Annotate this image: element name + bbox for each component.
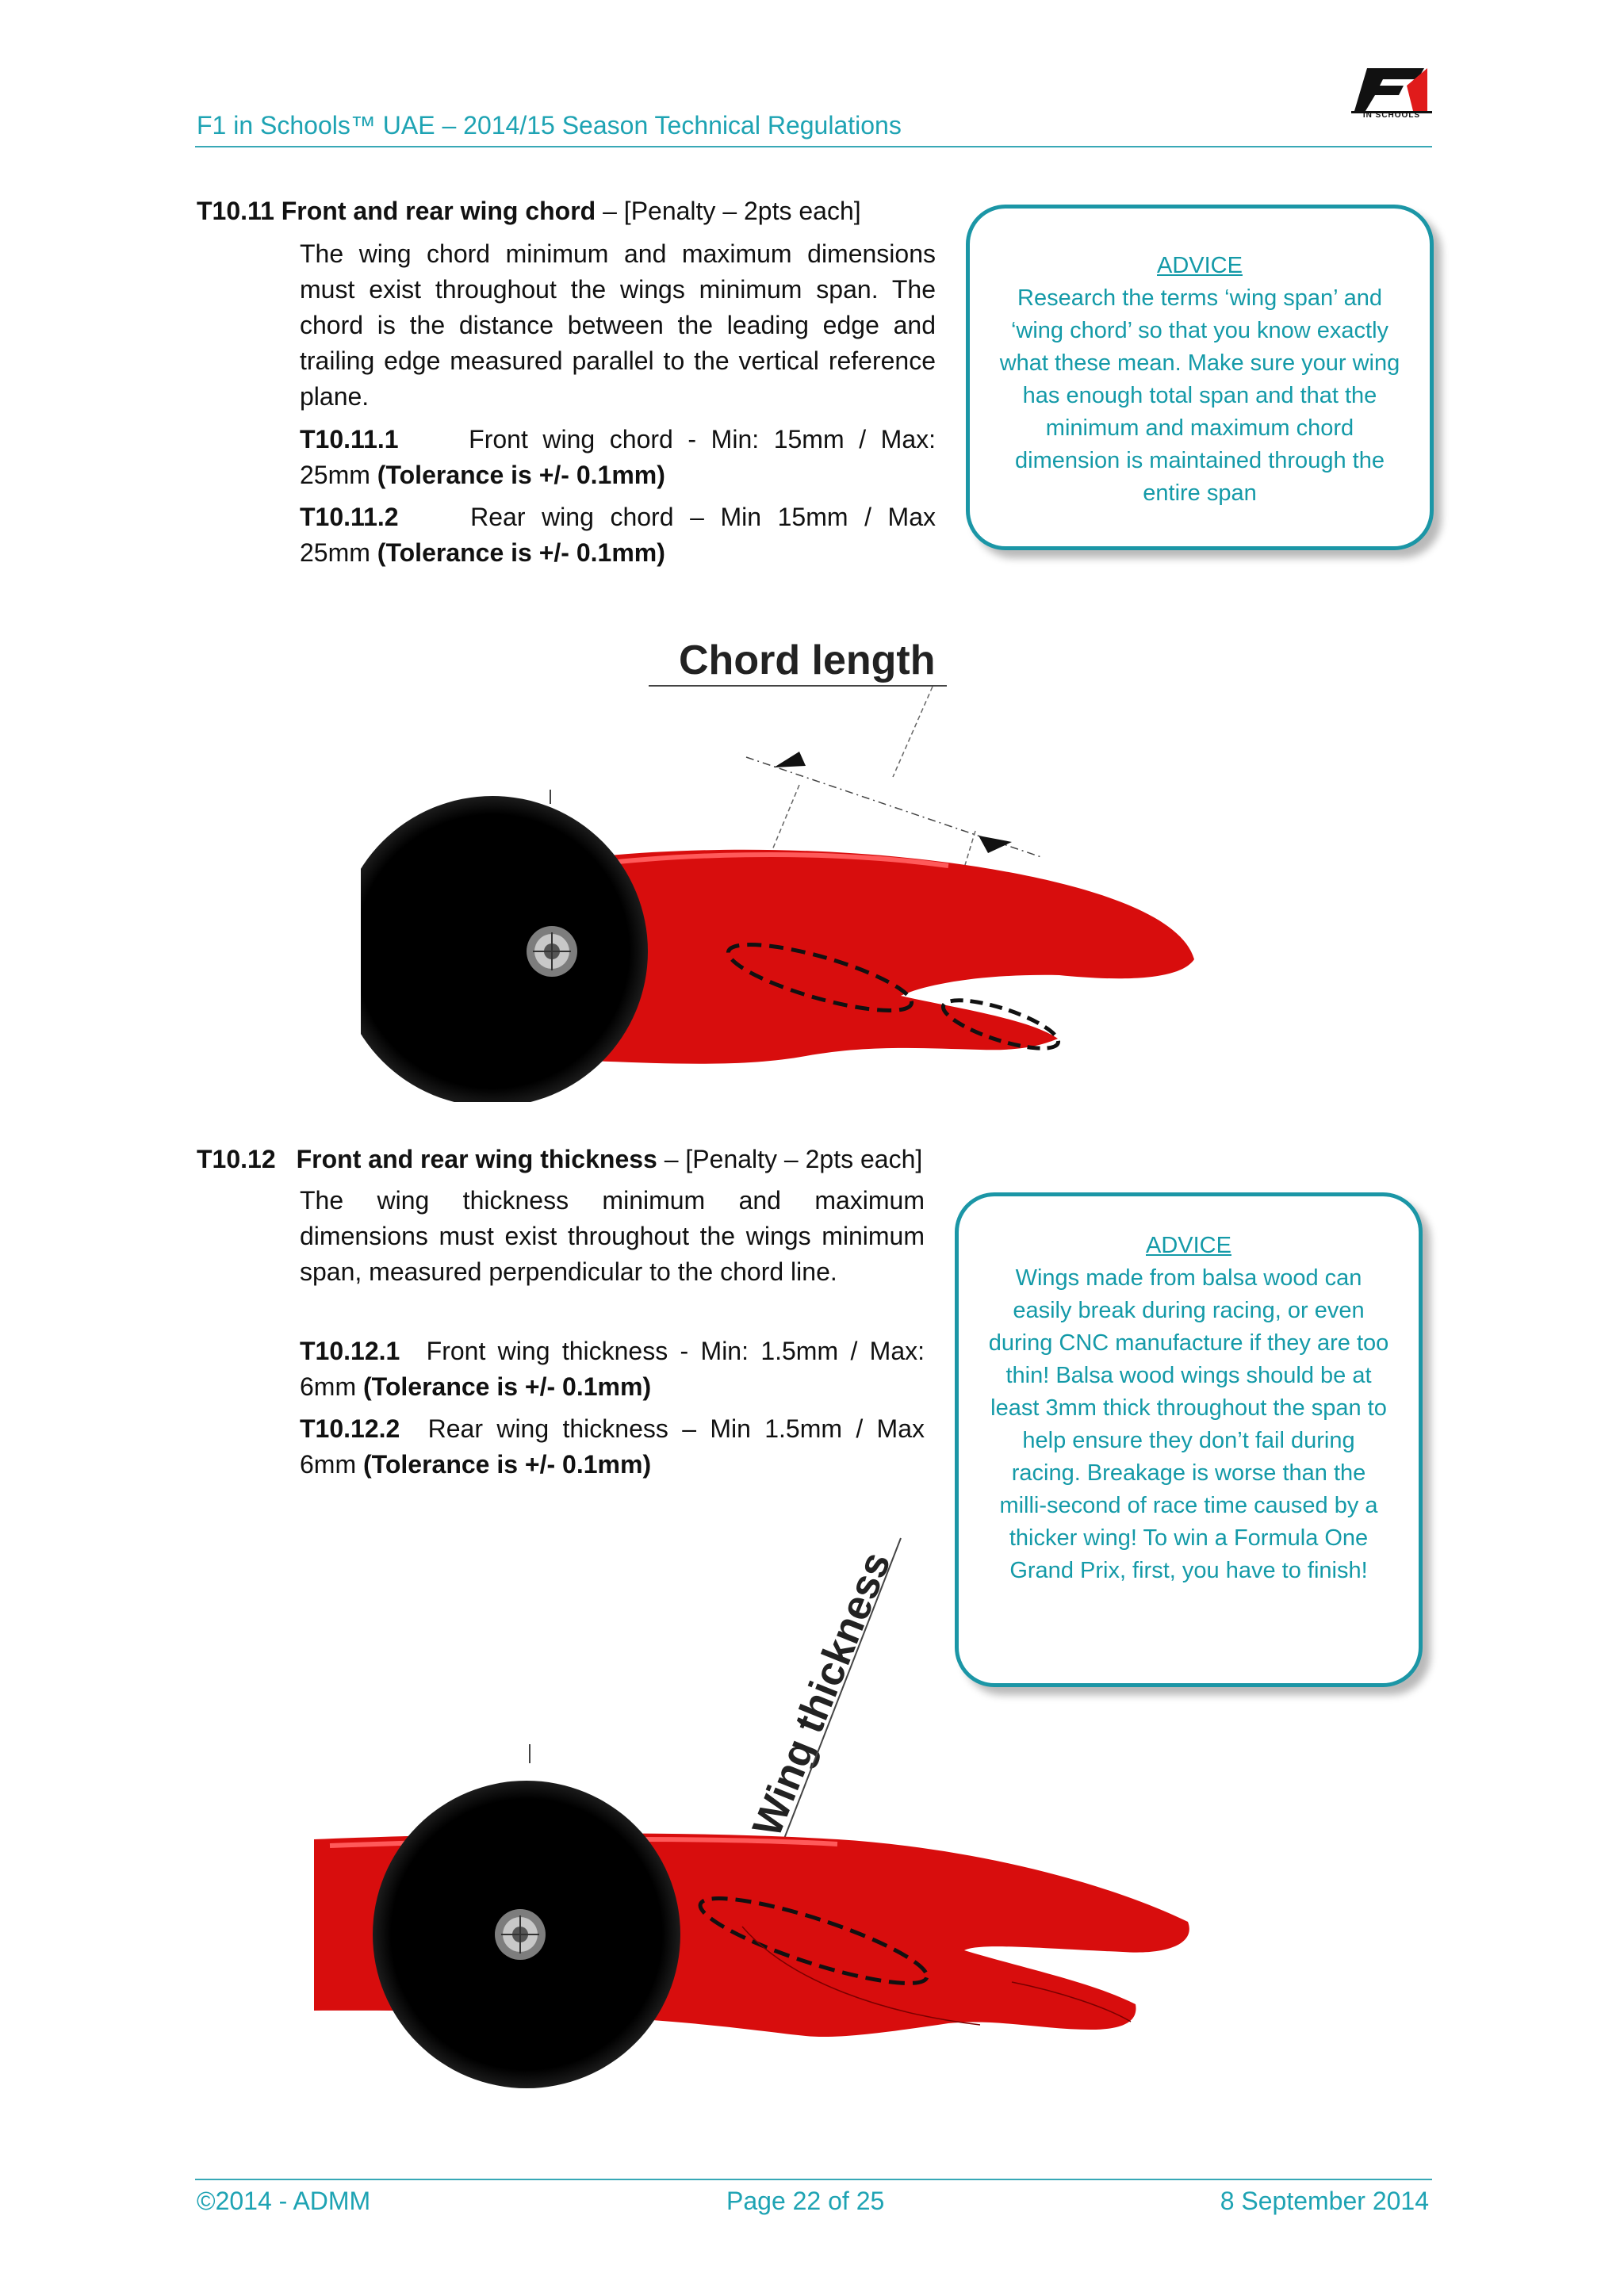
chord-length-figure	[187, 610, 1218, 1102]
heading-penalty: – [Penalty – 2pts each]	[596, 197, 861, 225]
rule-number: T10.11.2	[300, 503, 399, 531]
rule-number: T10.12.2	[300, 1414, 400, 1443]
rule-text: Rear wing thickness – Min 1.5mm / Max 6mm	[300, 1414, 925, 1479]
heading-number: T10.12	[197, 1145, 276, 1173]
section-heading-t10-11	[197, 197, 861, 226]
rule-text: Rear wing chord – Min 15mm / Max 25mm	[300, 503, 936, 567]
rule-tolerance: (Tolerance is +/- 0.1mm)	[377, 461, 665, 489]
rule-text: Front wing thickness - Min: 1.5mm / Max: 6mm	[300, 1337, 925, 1401]
footer-date: 8 September 2014	[1220, 2187, 1429, 2215]
rule-t10-12-1	[300, 1334, 925, 1405]
header-divider	[195, 146, 1432, 147]
advice-body: Wings made from balsa wood can easily break during racing, or even during CNC manufacture if they are too thin! Balsa wood wings should be at least 3mm thick throughout the span to help ensure they don’t fail during racing. Breakage is worse than the milli-second of race time caused by a thicker wing! To win a Formula One Grand Prix, first, you have to finish!	[988, 1265, 1389, 1583]
rule-text: Front wing chord - Min: 15mm / Max: 25mm	[300, 425, 936, 489]
advice-body: Research the terms ‘wing span’ and ‘wing chord’ so that you know exactly what these mean. Make sure your wing has enough total span and that the minimum and maximum chord dimension is maintained through the entire span	[999, 285, 1400, 506]
rule-number: T10.12.1	[300, 1337, 400, 1365]
t10-11-body: The wing chord minimum and maximum dimensions must exist throughout the wings minimum span. The chord is the distance between the leading edge and trailing edge measured parallel to the vertical reference plane.	[300, 239, 936, 411]
t10-12-body: The wing thickness minimum and maximum dimensions must exist throughout the wings minimum span, measured perpendicular to the chord line.	[300, 1186, 925, 1286]
advice-box-1	[966, 205, 1434, 550]
heading-bold: Front and rear wing thickness	[296, 1145, 657, 1173]
footer-page-number: Page 22 of 25	[726, 2187, 885, 2215]
rule-t10-12-2	[300, 1411, 925, 1483]
advice-title: ADVICE	[1157, 253, 1243, 278]
chord-length-label: Chord length	[679, 637, 936, 683]
logo-text: IN SCHOOLS	[1362, 111, 1421, 120]
rule-tolerance: (Tolerance is +/- 0.1mm)	[363, 1450, 652, 1479]
rule-number: T10.11.1	[300, 425, 399, 453]
rule-tolerance: (Tolerance is +/- 0.1mm)	[377, 538, 665, 567]
rule-t10-11-1	[300, 422, 936, 493]
wing-thickness-figure	[187, 1506, 1218, 2141]
footer-copyright: ©2014 - ADMM	[197, 2187, 371, 2215]
footer-divider	[195, 2179, 1432, 2180]
section-heading-t10-12	[197, 1145, 922, 1174]
rule-tolerance: (Tolerance is +/- 0.1mm)	[363, 1372, 652, 1401]
rule-t10-11-2	[300, 499, 936, 571]
heading-bold: T10.11 Front and rear wing chord	[197, 197, 596, 225]
wing-thickness-label: Wing thickness	[744, 1545, 900, 1843]
header-title: F1 in Schools™ UAE – 2014/15 Season Technical Regulations	[197, 111, 902, 140]
heading-penalty: – [Penalty – 2pts each]	[657, 1145, 923, 1173]
advice-title: ADVICE	[1146, 1233, 1231, 1258]
